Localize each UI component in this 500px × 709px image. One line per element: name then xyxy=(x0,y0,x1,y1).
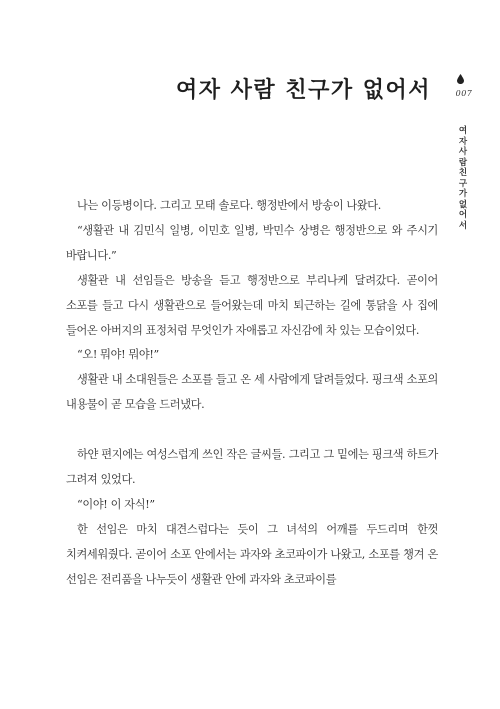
chapter-title: 여자 사람 친구가 없어서 xyxy=(176,78,431,103)
paragraph: “생활관 내 김민식 일병, 이민호 일병, 박민수 상병은 행정반으로 와 주시기 바랍니다.” xyxy=(66,223,438,262)
paragraph: 생활관 내 소대원들은 소포를 들고 온 세 사람에게 달려들었다. 핑크색 소포의 내용물이 곧 모습을 드러냈다. xyxy=(66,373,438,412)
page-number: 007 xyxy=(455,89,473,98)
body-text xyxy=(66,194,438,592)
paragraph: 한 선임은 마치 대견스럽다는 듯이 그 녀석의 어깨를 두드리며 한껏 치켜세워줬다. 곧이어 소포 안에서는 과자와 초코파이가 나왔고, 소포를 챙겨 온 선임은 전리품을 나누듯이 생활관 안에 과자와 초코파이를 xyxy=(66,522,438,586)
running-header-vertical: 여자 사람 친구가 없어서 xyxy=(458,126,471,231)
ink-drop-icon xyxy=(457,74,464,84)
paragraph: 생활관 내 선임들은 방송을 듣고 행정반으로 부리나케 달려갔다. 곧이어 소포를 들고 다시 생활관으로 들어왔는데 마치 퇴근하는 길에 통닭을 사 집에 들어온 아버지의 표정처럼 무엇인가 자애롭고 자신감에 차 있는 모습이었다. xyxy=(66,273,438,337)
section-break xyxy=(66,418,438,443)
paragraph: 하얀 편지에는 여성스럽게 쓰인 작은 글씨들. 그리고 그 밑에는 핑크색 하트가 그려져 있었다. xyxy=(66,448,438,486)
paragraph: “이야! 이 자식!” xyxy=(77,497,155,511)
paragraph: “오! 뭐야! 뭐야!” xyxy=(77,348,159,362)
paragraph: 나는 이등병이다. 그리고 모태 솔로다. 행정반에서 방송이 나왔다. xyxy=(77,199,381,212)
